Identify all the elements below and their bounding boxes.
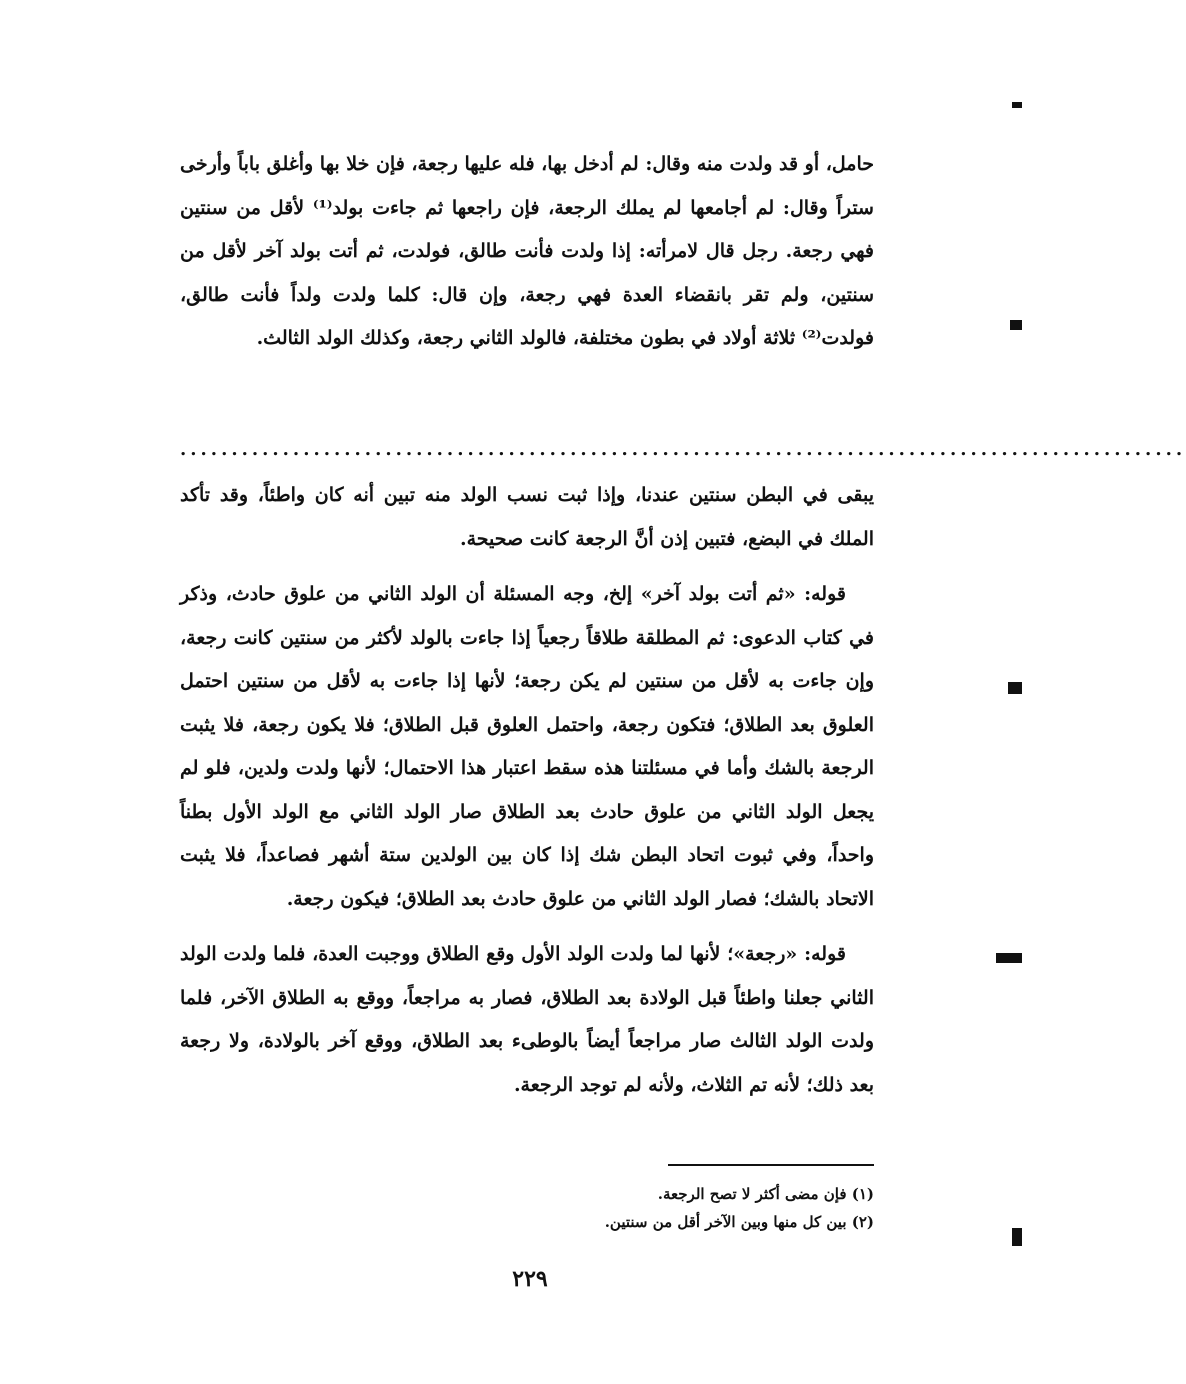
commentary-paragraph-2-text: قوله: «ثم أتت بولد آخر» إلخ، وجه المسئلة أن الولد الثاني من علوق حادث، وذكر في كتاب الدعوى: ثم المطلقة طلاقاً رجعياً إذا جاءت بالولد لأكثر من سنتين كانت رجعة، وإن جاءت به لأقل من سنتين لم يكن رجعة؛ لأنها إذا جاءت به لأقل من سنتين احتمل العلوق بعد الطلاق؛ فتكون رجعة، واحتمل العلوق قبل الطلاق؛ فلا يكون رجعة، فلا يثبت الرجعة بالشك وأما في مسئلتنا هذه سقط اعتبار هذا الاحتمال؛ لأنها ولدت ولدين، فلو لم يجعل الولد الثاني من علوق حادث بعد الطلاق صار الولد الثاني مع الولد الأول بطناً واحداً، وفي ثبوت اتحاد البطن شك إذا كان بين الولدين ستة أشهر فصاعداً، فلا يثبت الاتحاد بالشك؛ فصار الولد الثاني من علوق حادث بعد الطلاق؛ فيكون رجعة. [180,583,874,910]
page-number: ٢٢٩ [512,1266,548,1292]
commentary-paragraph-1: يبقى في البطن سنتين عندنا، وإذا ثبت نسب الولد منه تبين أنه كان واطئاً، وقد تأكد الملك في البضع، فتبين إذن أنَّ الرجعة كانت صحيحة. [180,484,874,550]
section-separator: .................................................................................................. [180,439,1186,460]
main-text: حامل، أو قد ولدت منه وقال: لم أدخل بها، فله عليها رجعة، فإن خلا بها وأغلق باباً وأرخى ستراً وقال: لم أجامعها لم يملك الرجعة، فإن راجعها ثم جاءت بولد⁽¹⁾ لأقل من سنتين فهي رجعة. رجل قال لامرأته: إذا ولدت فأنت طالق، فولدت، ثم أتت بولد آخر لأقل من سنتين، ولم تقر بانقضاء العدة فهي رجعة، وإن قال: كلما ولدت ولداً فأنت طالق، فولدت⁽²⁾ ثلاثة أولاد في بطون مختلفة، فالولد الثاني رجعة، وكذلك الولد الثالث. [180,153,874,349]
commentary-paragraph-3 [180,933,874,1107]
scan-edge-mark [1010,320,1022,330]
scan-edge-mark [996,953,1022,963]
commentary-paragraph-3-text: قوله: «رجعة»؛ لأنها لما ولدت الولد الأول وقع الطلاق ووجبت العدة، فلما ولدت الولد الثاني جعلنا واطئاً قبل الولادة بعد الطلاق، فصار به مراجعاً، ووقع به الطلاق الآخر، فلما ولدت الولد الثالث صار مراجعاً أيضاً بالوطىء بعد الطلاق، ووقع آخر بالولادة، ولا رجعة بعد ذلك؛ لأنه تم الثلاث، ولأنه لم توجد الرجعة. [180,943,874,1096]
footnotes [180,1180,874,1236]
scan-edge-mark [1012,1228,1022,1246]
footnote-rule [668,1164,874,1166]
footnote-1: (١) فإن مضى أكثر لا تصح الرجعة. [657,1185,874,1203]
commentary-section [180,474,874,1107]
commentary-paragraph-2 [180,573,874,921]
footnote-2: (٢) بين كل منها وبين الآخر أقل من سنتين. [604,1213,874,1231]
scan-edge-mark [1008,682,1022,694]
scan-edge-mark [1012,102,1022,108]
